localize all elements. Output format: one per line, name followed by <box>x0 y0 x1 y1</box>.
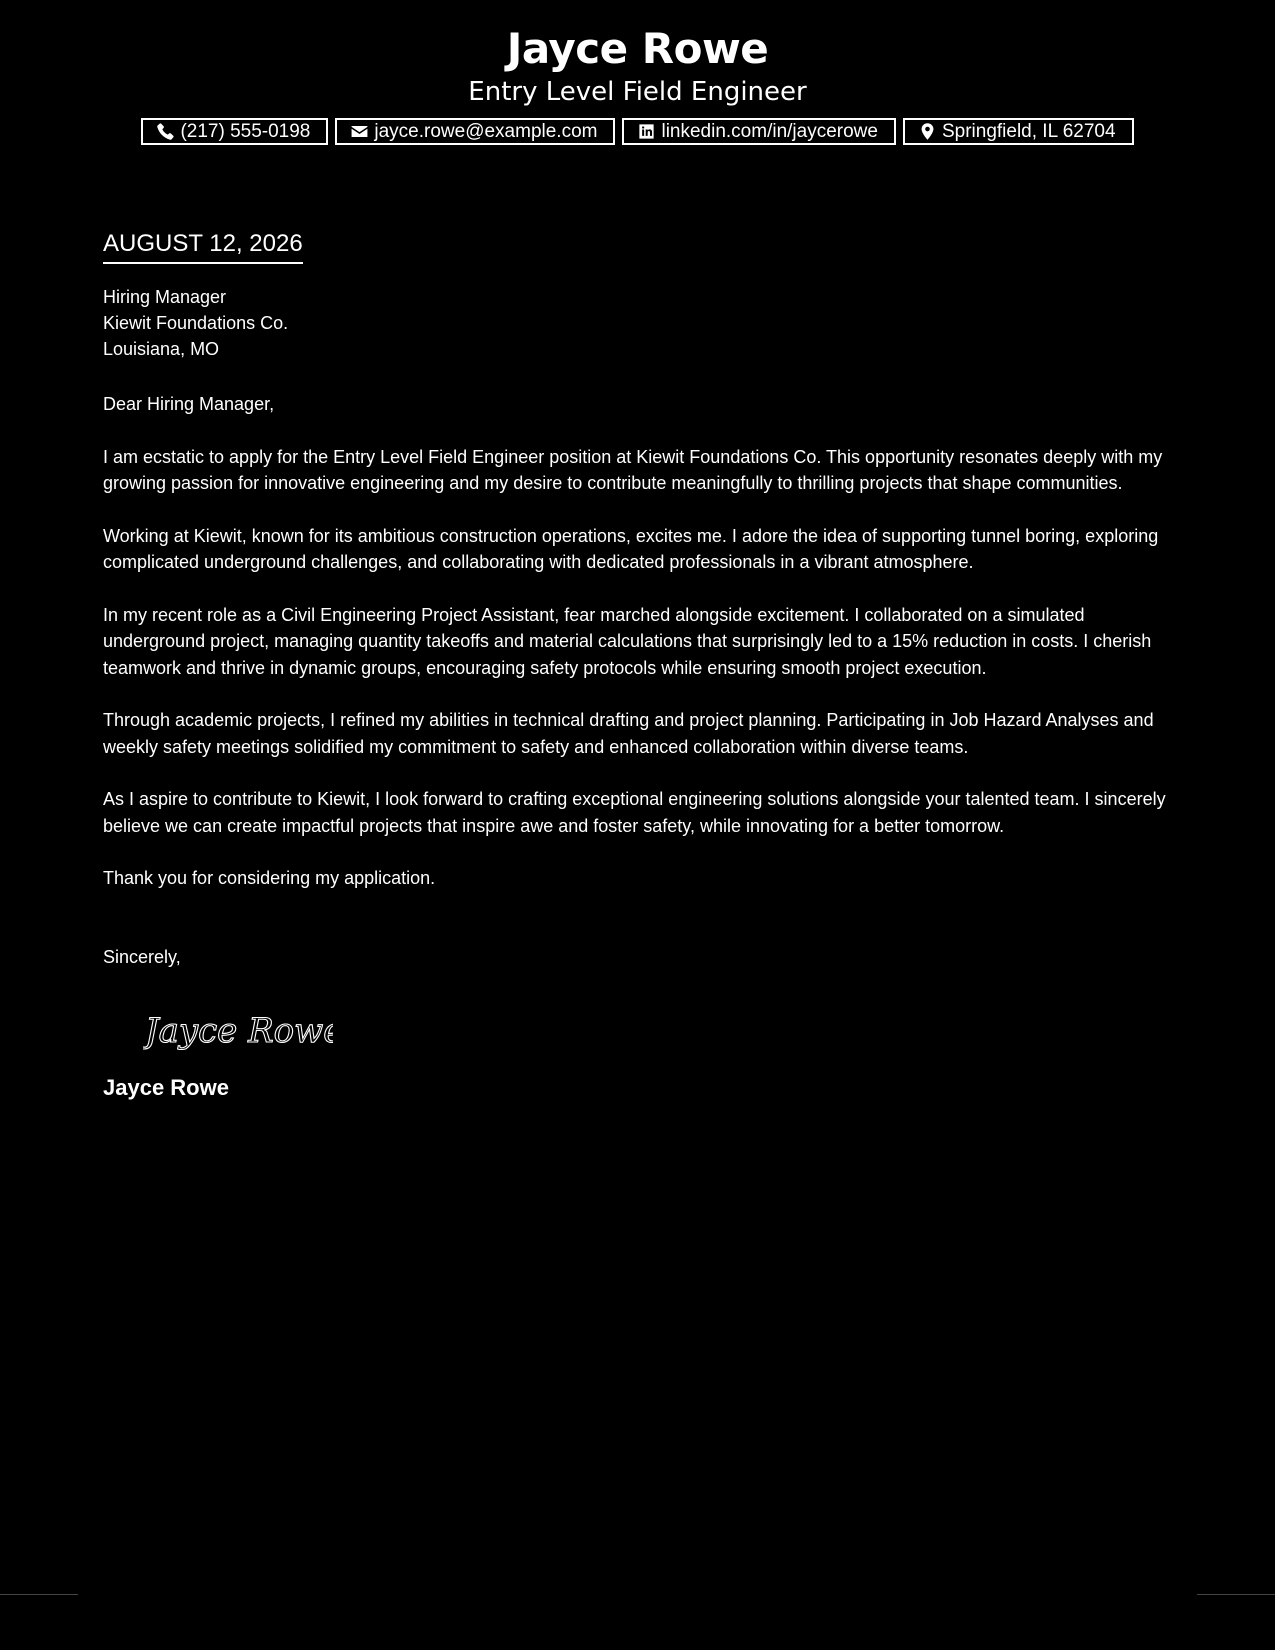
footer-divider-left <box>0 1594 78 1595</box>
paragraph: I am ecstatic to apply for the Entry Level Field Engineer position at Kiewit Foundations Co. This opportunity resonates deeply with my growing passion for innovative engineering and my desire to contribute meaningfully to thrilling projects that shape communities. <box>103 446 1163 493</box>
recipient-company: Kiewit Foundations Co. <box>103 313 289 333</box>
paragraph: Working at Kiewit, known for its ambitious construction operations, excites me. I adore the idea of supporting tunnel boring, exploring complicated underground challenges, and collaborating with dedicated professionals in a vibrant atmosphere. <box>103 525 1159 572</box>
applicant-name: Jayce Rowe <box>506 24 769 73</box>
closing: Sincerely, <box>103 946 181 967</box>
phone-text: (217) 555-0198 <box>180 120 311 142</box>
recipient-title: Hiring Manager <box>103 287 227 307</box>
linkedin-text: linkedin.com/in/jaycerowe <box>661 120 878 142</box>
email-text: jayce.rowe@example.com <box>374 120 598 142</box>
paragraph: Thank you for considering my application. <box>103 868 436 888</box>
letter-date: AUGUST 12, 2026 <box>103 228 303 264</box>
envelope-icon <box>350 122 369 141</box>
paragraph: In my recent role as a Civil Engineering Project Assistant, fear marched alongside excitement. I collaborated on a simulated underground project, managing quantity takeoffs and material calculations that surprisingly led to a 15% reduction in costs. I cherish teamwork and thrive in dynamic groups, encouraging safety protocols while ensuring smooth project execution. <box>103 604 1152 678</box>
recipient-location: Louisiana, MO <box>103 339 220 359</box>
contact-bar <box>0 118 1275 145</box>
paragraph: Through academic projects, I refined my abilities in technical drafting and project planning. Participating in Job Hazard Analyses and weekly safety meetings solidified my commitment to safety and enhanced collaboration within diverse teams. <box>103 710 1154 757</box>
signature-image <box>143 1000 1183 1060</box>
paragraph: As I aspire to contribute to Kiewit, I look forward to crafting exceptional engineering solutions alongside your talented team. I sincerely believe we can create impactful projects that inspire awe and foster safety, while innovating for a better tomorrow. <box>103 789 1166 836</box>
map-marker-icon <box>918 122 937 141</box>
phone-icon <box>156 122 175 141</box>
contact-linkedin[interactable] <box>622 118 896 145</box>
linkedin-icon <box>637 122 656 141</box>
contact-location[interactable] <box>903 118 1134 145</box>
contact-email[interactable] <box>335 118 615 145</box>
letter-body <box>103 228 1183 1102</box>
signer-name: Jayce Rowe <box>103 1075 229 1100</box>
contact-phone[interactable] <box>141 118 328 145</box>
recipient-block <box>103 284 1183 362</box>
greeting: Dear Hiring Manager, <box>103 394 275 414</box>
location-text: Springfield, IL 62704 <box>941 120 1116 142</box>
footer-divider-right <box>1197 1594 1275 1595</box>
job-title: Entry Level Field Engineer <box>468 77 807 107</box>
signature-text: Jayce Rowe <box>145 1011 333 1051</box>
letter-header <box>0 0 1275 145</box>
